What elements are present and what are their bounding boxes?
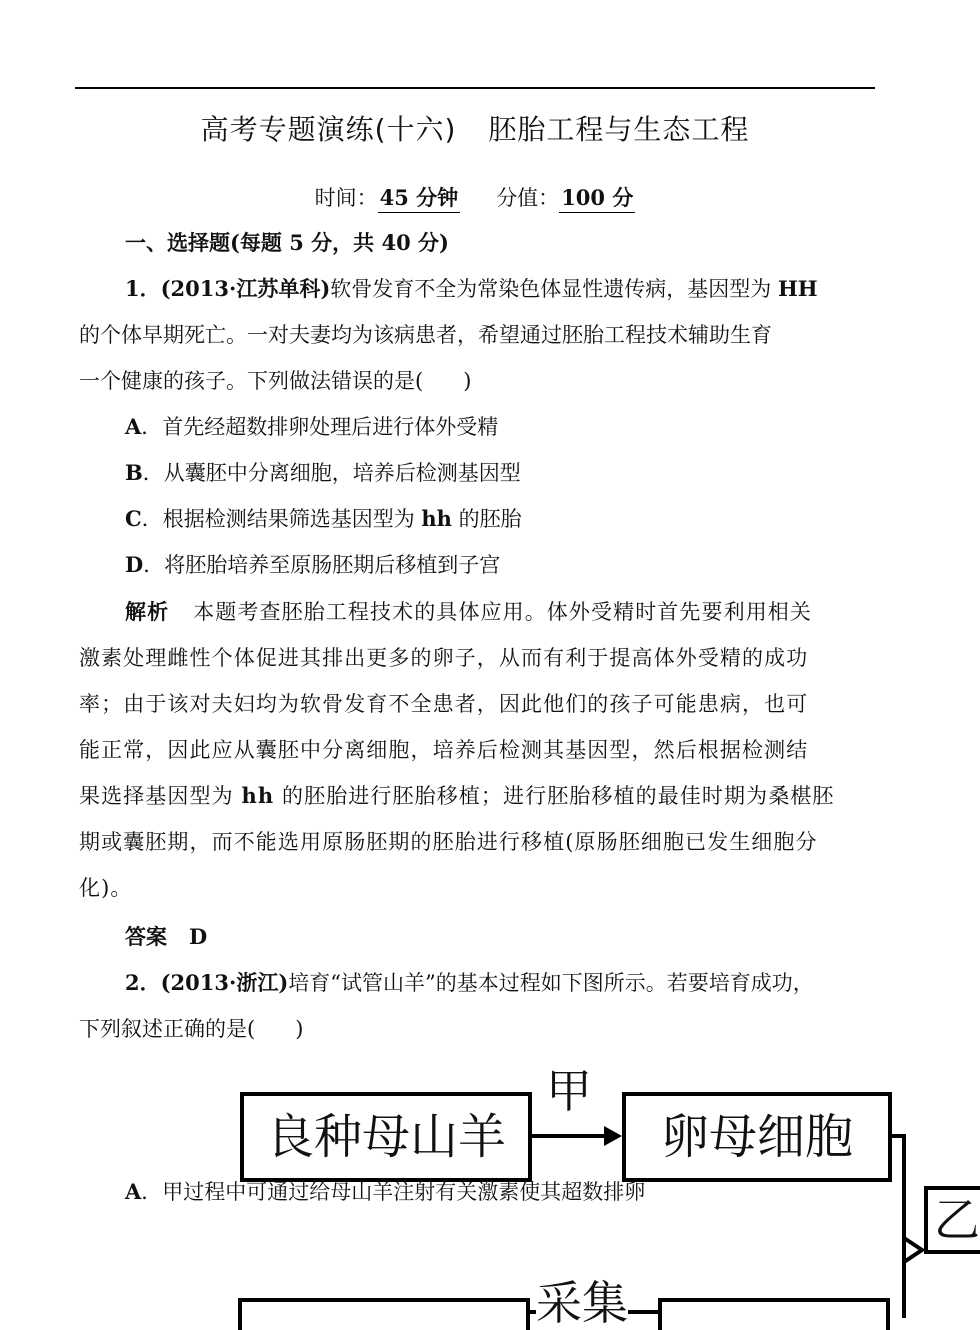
arrow-head [604, 1126, 622, 1146]
arrow-label-jia: 甲 [546, 1064, 592, 1118]
box-good-breed-goat: 良种母山羊 [240, 1092, 532, 1182]
time-label: 时间： [314, 186, 378, 210]
q1-analysis-line6: 期或囊胚期，而不能选用原肠胚期的胚胎进行移植(原肠胚细胞已发生细胞分 [79, 830, 818, 854]
q1-analysis-line3: 率；由于该对夫妇均为软骨发育不全患者，因此他们的孩子可能患病，也可 [79, 692, 809, 716]
q1-answer: 答案 D [125, 924, 208, 949]
q1-option-c: C．根据检测结果筛选基因型为 hh 的胚胎 [125, 506, 522, 531]
q1-option-d: D．将胚胎培养至原肠胚期后移植到子宫 [125, 552, 501, 577]
page-title [0, 108, 950, 148]
q1-stem-line1: 1．(2013·江苏单科)软骨发育不全为常染色体显性遗传病，基因型为 HH [125, 276, 818, 301]
section-heading: 一、选择题(每题 5 分，共 40 分) [125, 230, 449, 255]
score-value: 100 分 [559, 185, 635, 213]
bottom-right-box [660, 1300, 888, 1330]
q1-analysis-line5: 果选择基因型为 hh 的胚胎进行胚胎移植；进行胚胎移植的最佳时期为桑椹胚 [79, 783, 835, 808]
box-oocyte: 卵母细胞 [622, 1092, 892, 1182]
title-series: 高考专题演练(十六) [200, 113, 457, 146]
q1-analysis-line7: 化)。 [79, 876, 133, 900]
time-value: 45 分钟 [378, 185, 461, 213]
q1-option-b: B．从囊胚中分离细胞，培养后检测基因型 [125, 460, 521, 485]
q1-analysis-line2: 激素处理雌性个体促进其排出更多的卵子，从而有利于提高体外受精的成功 [79, 646, 809, 670]
q1-analysis-line4: 能正常，因此应从囊胚中分离细胞，培养后检测其基因型，然后根据检测结 [79, 738, 809, 762]
q2-option-a: A．甲过程中可通过给母山羊注射有关激素使其超数排卵 [125, 1179, 646, 1204]
exam-meta [0, 182, 950, 212]
q1-stem-line3: 一个健康的孩子。下列做法错误的是( ) [79, 369, 472, 393]
partial-label-yi: 乙 [934, 1193, 980, 1247]
top-rule [75, 87, 875, 89]
score-label: 分值： [496, 186, 560, 210]
q1-stem-line2: 的个体早期死亡。一对夫妻均为该病患者，希望通过胚胎工程技术辅助生育 [79, 323, 772, 347]
q1-option-a: A．首先经超数排卵处理后进行体外受精 [125, 414, 499, 439]
right-connector [890, 1136, 904, 1318]
q2-stem-line2: 下列叙述正确的是( ) [79, 1017, 304, 1041]
q1-analysis-line1: 解析 本题考查胚胎工程技术的具体应用。体外受精时首先要利用相关 [125, 599, 813, 624]
arrow-label-collect: 采集 [536, 1276, 628, 1330]
bracket-notch [904, 1238, 922, 1262]
bottom-left-box [240, 1300, 528, 1330]
title-topic: 胚胎工程与生态工程 [488, 113, 750, 146]
q2-stem-line1: 2．(2013·浙江)培育“试管山羊”的基本过程如下图所示。若要培育成功， [125, 970, 814, 995]
